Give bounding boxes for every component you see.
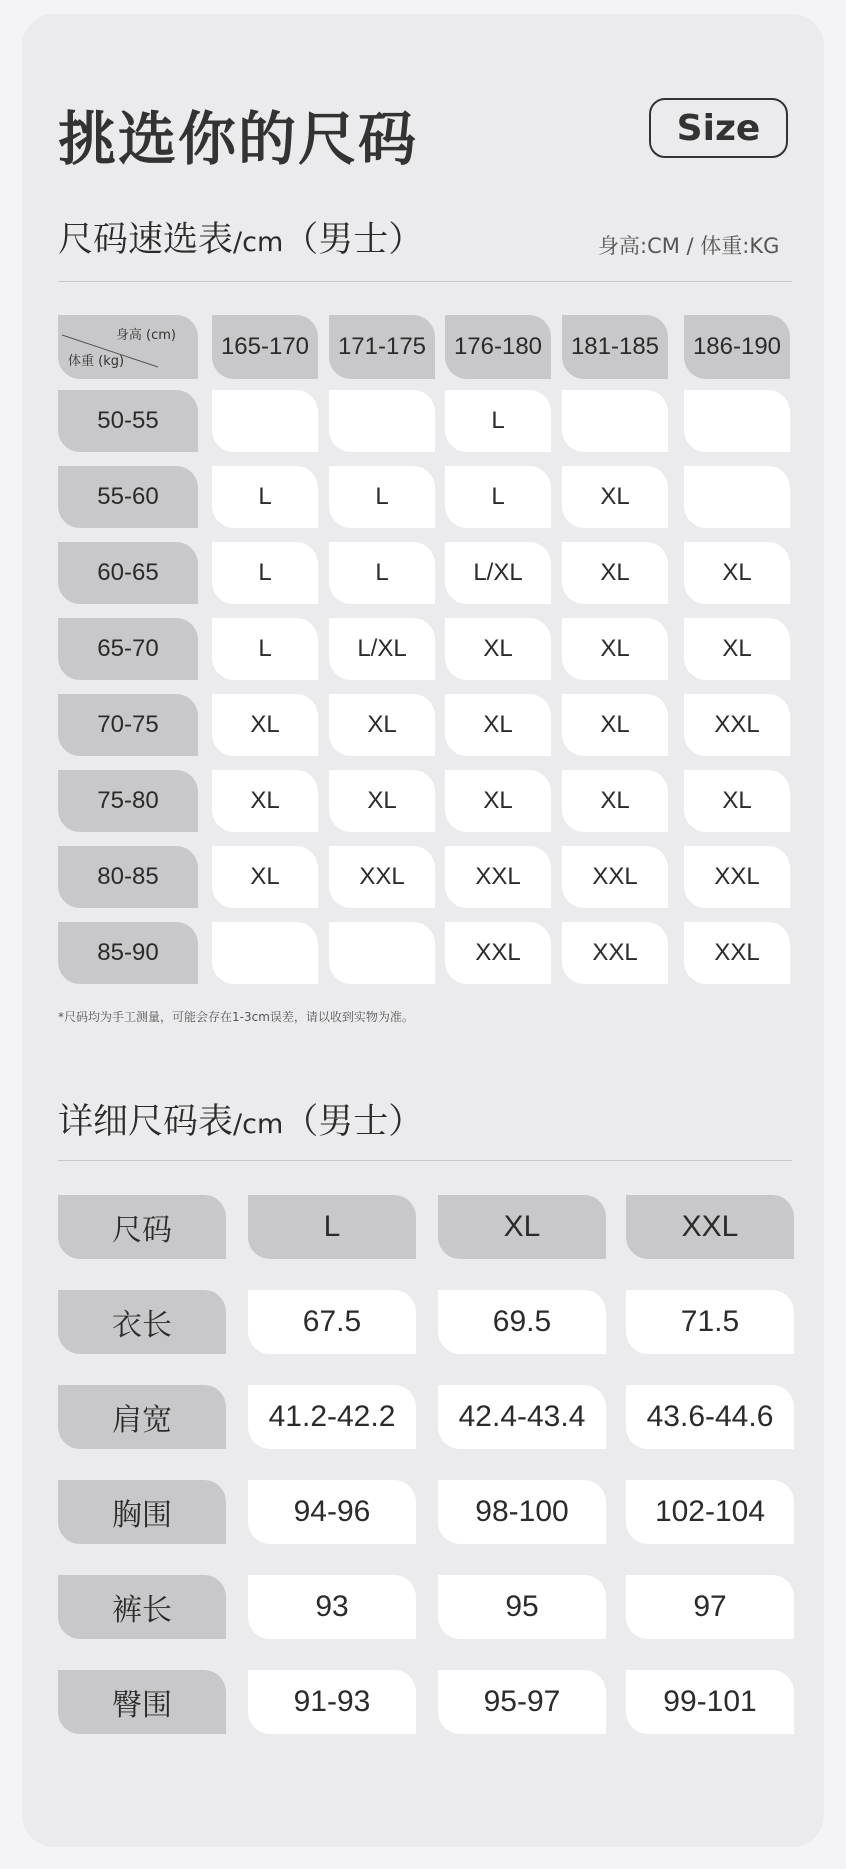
size-cell: XL [684,618,790,680]
size-cell: L [445,466,551,528]
measure-value-cell: 102-104 [626,1480,794,1544]
size-cell: XL [212,694,318,756]
measure-value-cell: 93 [248,1575,416,1639]
weight-header-cell: 85-90 [58,922,198,984]
quick-table-title [58,212,423,262]
measure-label-cell: 胸围 [58,1480,226,1544]
measure-label-cell: 裤长 [58,1575,226,1639]
measure-value-cell: 71.5 [626,1290,794,1354]
measurement-footnote: *尺码均为手工测量，可能会存在1-3cm误差，请以收到实物为准。 [58,1010,414,1024]
measure-value-cell: 91-93 [248,1670,416,1734]
weight-header-cell: 80-85 [58,846,198,908]
measure-value-cell: 95 [438,1575,606,1639]
height-header-cell: 171-175 [329,315,435,379]
size-cell [329,390,435,452]
size-header-cell: L [248,1195,416,1259]
size-cell: XL [562,466,668,528]
size-cell: XL [684,542,790,604]
weight-header-cell: 75-80 [58,770,198,832]
size-cell: XXL [445,846,551,908]
weight-header-cell: 55-60 [58,466,198,528]
corner-header-cell [58,315,198,379]
size-cell: XL [212,770,318,832]
height-header-cell: 186-190 [684,315,790,379]
height-header-cell: 165-170 [212,315,318,379]
size-cell: XXL [684,846,790,908]
measure-value-cell: 42.4-43.4 [438,1385,606,1449]
measure-value-cell: 99-101 [626,1670,794,1734]
size-cell [684,390,790,452]
detail-table-unit: /cm [233,1109,284,1140]
detail-table-title-text: 详细尺码表 [58,1102,234,1142]
weight-header-cell: 65-70 [58,618,198,680]
size-cell: XXL [562,846,668,908]
measure-value-cell: 98-100 [438,1480,606,1544]
weight-axis-label: 体重 (kg) [68,354,125,369]
measure-label-cell: 肩宽 [58,1385,226,1449]
measure-value-cell: 67.5 [248,1290,416,1354]
size-cell: L [329,466,435,528]
size-cell: XL [562,770,668,832]
measure-value-cell: 95-97 [438,1670,606,1734]
measure-value-cell: 97 [626,1575,794,1639]
measure-value-cell: 69.5 [438,1290,606,1354]
size-cell [212,922,318,984]
size-cell: XL [329,694,435,756]
size-cell [212,390,318,452]
height-header-cell: 181-185 [562,315,668,379]
height-header-cell: 176-180 [445,315,551,379]
page-title: 挑选你的尺码 [58,105,419,173]
size-cell: L [212,542,318,604]
size-cell: XL [562,694,668,756]
size-cell: XXL [562,922,668,984]
size-cell: XXL [445,922,551,984]
detail-table-gender: （男士） [283,1102,424,1142]
quick-table-title-text: 尺码速选表 [58,220,234,260]
size-cell: L [212,618,318,680]
measure-value-cell: 43.6-44.6 [626,1385,794,1449]
unit-legend: 身高:CM / 体重:KG [598,234,780,258]
size-cell [562,390,668,452]
size-header-cell: XL [438,1195,606,1259]
size-cell: L/XL [445,542,551,604]
size-header-label: 尺码 [58,1195,226,1259]
height-axis-label: 身高 (cm) [115,328,176,343]
weight-header-cell: 70-75 [58,694,198,756]
detail-table-divider [58,1160,792,1161]
quick-table-unit: /cm [233,227,284,258]
measure-value-cell: 94-96 [248,1480,416,1544]
size-cell: L [212,466,318,528]
size-header-cell: XXL [626,1195,794,1259]
size-cell: XL [329,770,435,832]
measure-label-cell: 衣长 [58,1290,226,1354]
quick-table-divider [58,281,792,282]
size-badge: Size [649,98,788,158]
size-cell: XL [212,846,318,908]
size-cell: XL [445,618,551,680]
size-cell: XXL [684,922,790,984]
size-cell: XXL [329,846,435,908]
size-cell: XL [562,542,668,604]
size-cell: XL [445,770,551,832]
detail-table-title [58,1094,423,1144]
size-cell: XXL [684,694,790,756]
size-cell [329,922,435,984]
weight-header-cell: 60-65 [58,542,198,604]
measure-value-cell: 41.2-42.2 [248,1385,416,1449]
size-cell: L [445,390,551,452]
size-cell: XL [684,770,790,832]
size-cell [684,466,790,528]
measure-label-cell: 臀围 [58,1670,226,1734]
quick-table-gender: （男士） [283,220,424,260]
size-cell: XL [562,618,668,680]
size-cell: L [329,542,435,604]
size-cell: L/XL [329,618,435,680]
weight-header-cell: 50-55 [58,390,198,452]
size-cell: XL [445,694,551,756]
